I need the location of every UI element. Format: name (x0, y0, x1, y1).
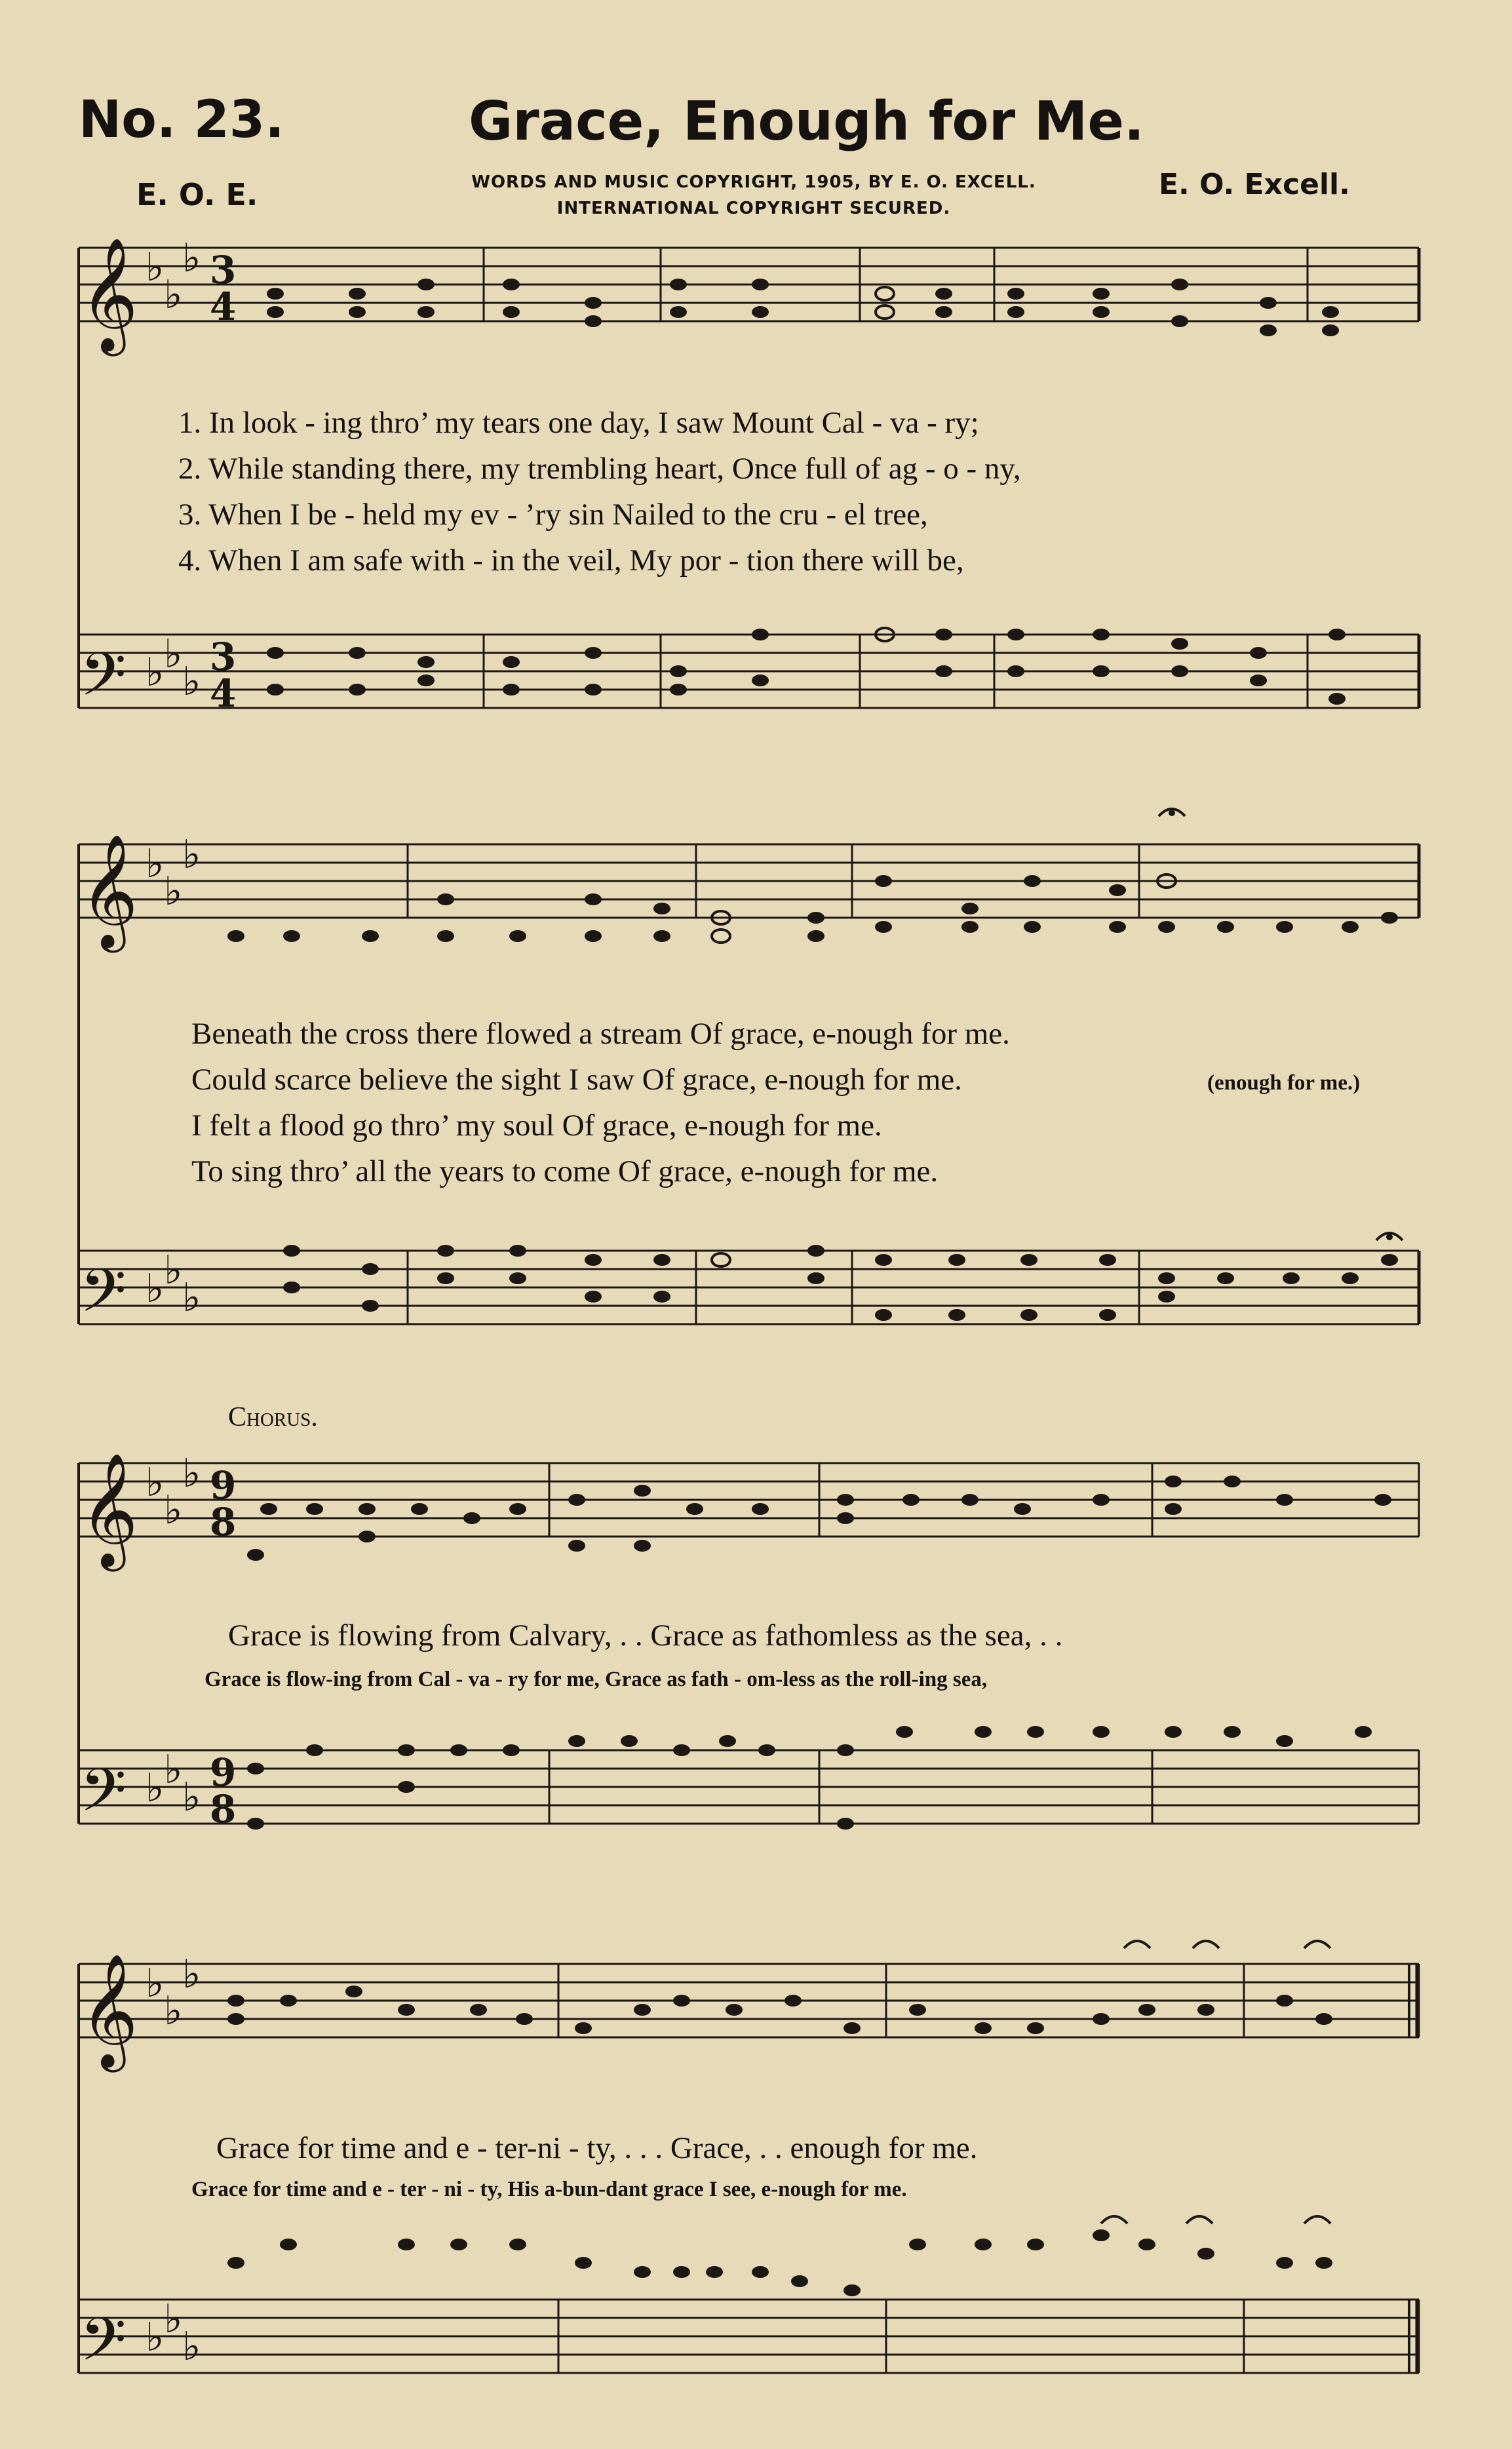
svg-text:♭: ♭ (145, 1961, 165, 2007)
svg-text:𝄞: 𝄞 (80, 1453, 138, 1567)
refrain-line-3: I felt a flood go thro’ my soul Of grace, e-nough for me. (191, 1108, 882, 1143)
clefs (80, 237, 138, 2389)
refrain-line-1: Beneath the cross there flowed a stream Of grace, e-nough for me. (191, 1017, 1010, 1051)
svg-text:𝄞: 𝄞 (80, 1953, 138, 2067)
svg-text:𝄢: 𝄢 (80, 2305, 126, 2389)
system3-bass (79, 1750, 1419, 1824)
svg-text:♭: ♭ (145, 650, 165, 696)
svg-text:♭: ♭ (145, 1460, 165, 1506)
copyright-line-1: WORDS AND MUSIC COPYRIGHT, 1905, BY E. O. EXCELL. (471, 172, 1036, 192)
svg-text:♭: ♭ (182, 1275, 201, 1321)
svg-text:9: 9 (210, 1463, 237, 1508)
svg-text:♭: ♭ (164, 1988, 183, 2034)
svg-text:♭: ♭ (164, 2296, 183, 2342)
svg-text:𝄢: 𝄢 (80, 640, 126, 724)
hymn-number: No. 23. (79, 90, 284, 149)
svg-text:𝄞: 𝄞 (80, 834, 138, 948)
svg-text:♭: ♭ (182, 235, 201, 281)
copyright-line-2: INTERNATIONAL COPYRIGHT SECURED. (556, 199, 951, 219)
system4-bass (79, 2300, 1419, 2373)
verse-3-line: 3. When I be - held my ev - ’ry sin Nailed to the cru - el tree, (178, 498, 928, 532)
svg-text:♭: ♭ (182, 2324, 201, 2370)
svg-text:♭: ♭ (145, 245, 165, 290)
svg-text:♭: ♭ (182, 1774, 201, 1820)
svg-text:𝄞: 𝄞 (80, 237, 138, 351)
svg-text:♭: ♭ (164, 1247, 183, 1293)
svg-text:4: 4 (210, 284, 237, 329)
svg-text:♭: ♭ (145, 841, 165, 887)
svg-text:8: 8 (210, 1787, 237, 1832)
verse-1-line: 1. In look - ing thro’ my tears one day, I saw Mount Cal - va - ry; (178, 406, 979, 440)
svg-text:8: 8 (210, 1500, 237, 1544)
svg-text:♭: ♭ (145, 2315, 165, 2361)
echo-note: (enough for me.) (1207, 1071, 1361, 1095)
chorus-line-1: Grace is flowing from Calvary, . . Grace as fathomless as the sea, . . (228, 1618, 1063, 1653)
svg-text:♭: ♭ (182, 832, 201, 878)
system1-bass (79, 635, 1419, 708)
chorus-line-2-alto: Grace for time and e - ter - ni - ty, His a-bun-dant grace I see, e-nough for me. (191, 2178, 907, 2201)
words-author: E. O. E. (136, 177, 258, 212)
svg-text:♭: ♭ (145, 1765, 165, 1811)
system3-treble (79, 1463, 1419, 1537)
verse-2-line: 2. While standing there, my trembling heart, Once full of ag - o - ny, (178, 452, 1021, 486)
chorus-line-2: Grace for time and e - ter-ni - ty, . . . Grace, . . enough for me. (216, 2131, 978, 2165)
system4-treble (79, 1964, 1419, 2037)
hymn-title: Grace, Enough for Me. (469, 90, 1145, 153)
svg-text:𝄢: 𝄢 (80, 1256, 126, 1340)
svg-text:𝄢: 𝄢 (80, 1755, 126, 1839)
svg-text:♭: ♭ (164, 272, 183, 318)
chorus-label: Chorus. (228, 1402, 318, 1432)
svg-text:♭: ♭ (164, 869, 183, 914)
svg-text:♭: ♭ (182, 1451, 201, 1497)
svg-text:3: 3 (210, 635, 237, 679)
system2-treble (79, 844, 1419, 918)
svg-text:9: 9 (210, 1750, 237, 1795)
svg-text:♭: ♭ (164, 1747, 183, 1793)
svg-text:3: 3 (210, 248, 237, 292)
composer: E. O. Excell. (1159, 168, 1350, 201)
svg-text:♭: ♭ (182, 659, 201, 705)
svg-text:♭: ♭ (164, 631, 183, 677)
system2-bass (79, 1251, 1419, 1324)
svg-text:♭: ♭ (164, 1487, 183, 1533)
refrain-line-2: Could scarce believe the sight I saw Of grace, e-nough for me. (191, 1063, 962, 1097)
svg-text:♭: ♭ (182, 1951, 201, 1997)
refrain-line-4: To sing thro’ all the years to come Of grace, e-nough for me. (191, 1154, 939, 1188)
chorus-line-1-alto: Grace is flow-ing from Cal - va - ry for me, Grace as fath - om-less as the roll-ing sea, (204, 1668, 988, 1691)
verse-4-line: 4. When I am safe with - in the veil, My por - tion there will be, (178, 543, 964, 578)
svg-text:4: 4 (210, 671, 237, 716)
svg-text:♭: ♭ (145, 1266, 165, 1312)
